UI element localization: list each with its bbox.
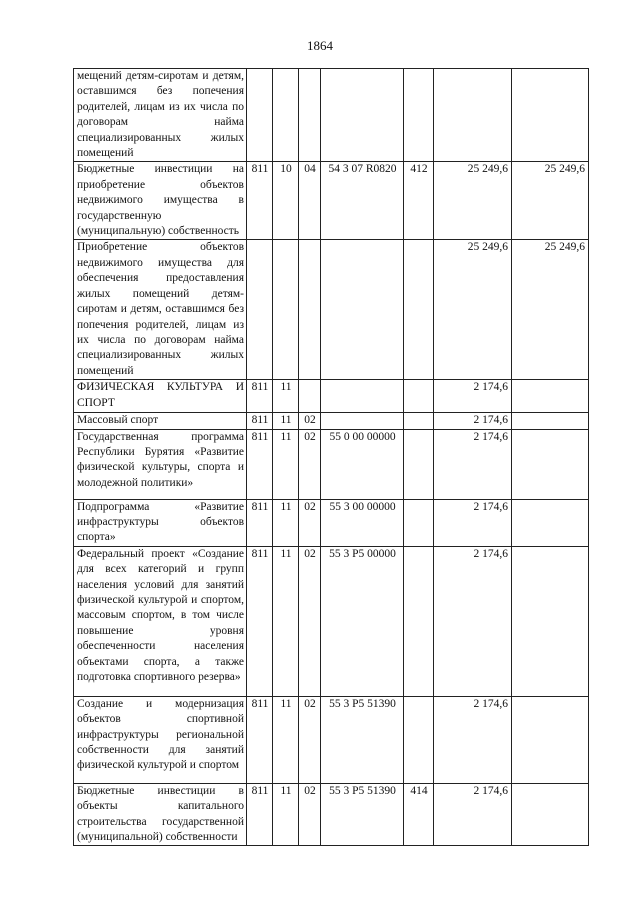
grbs-code-cell: 811: [247, 546, 273, 696]
amount-cell: [434, 69, 512, 162]
table-row: [74, 499, 589, 546]
grbs-code-cell: 811: [247, 380, 273, 413]
subsection-code-cell: [299, 69, 321, 162]
grbs-code-cell: 811: [247, 499, 273, 546]
row-name-cell: Массовый спорт: [74, 413, 247, 429]
amount-cell: 2 174,6: [434, 499, 512, 546]
amount-second-cell: [512, 546, 589, 696]
subsection-code-cell: 04: [299, 162, 321, 240]
amount-second-cell: 25 249,6: [512, 162, 589, 240]
table-row: [74, 240, 589, 380]
target-article-cell: 54 3 07 R0820: [321, 162, 404, 240]
expense-type-cell: [404, 380, 434, 413]
section-code-cell: 11: [273, 696, 299, 783]
row-name-cell: Приобретение объектов недвижимого имущества для обеспечения предоставления жилых помещений детям-сиротам и детям, оставшимся без попечения родителей, лицам из их числа по договорам найма специализированных жилых помещений: [74, 240, 247, 380]
amount-cell: 2 174,6: [434, 429, 512, 499]
subsection-code-cell: 02: [299, 546, 321, 696]
expense-type-cell: [404, 240, 434, 380]
section-code-cell: [273, 69, 299, 162]
expense-type-cell: 414: [404, 783, 434, 846]
amount-cell: 2 174,6: [434, 783, 512, 846]
subsection-code-cell: 02: [299, 429, 321, 499]
subsection-code-cell: 02: [299, 783, 321, 846]
subsection-code-cell: [299, 240, 321, 380]
row-name-cell: ФИЗИЧЕСКАЯ КУЛЬТУРА И СПОРТ: [74, 380, 247, 413]
grbs-code-cell: 811: [247, 696, 273, 783]
grbs-code-cell: 811: [247, 783, 273, 846]
section-code-cell: 11: [273, 429, 299, 499]
target-article-cell: [321, 413, 404, 429]
grbs-code-cell: [247, 240, 273, 380]
amount-second-cell: [512, 69, 589, 162]
section-code-cell: 11: [273, 499, 299, 546]
amount-cell: 2 174,6: [434, 380, 512, 413]
subsection-code-cell: 02: [299, 696, 321, 783]
section-code-cell: [273, 240, 299, 380]
row-name-cell: Создание и модернизация объектов спортивной инфраструктуры региональной собственности для занятий физической культурой и спортом: [74, 696, 247, 783]
expense-type-cell: [404, 499, 434, 546]
amount-second-cell: [512, 413, 589, 429]
target-article-cell: 55 3 P5 51390: [321, 783, 404, 846]
budget-table: [73, 68, 589, 846]
amount-second-cell: [512, 696, 589, 783]
expense-type-cell: [404, 546, 434, 696]
table-row: [74, 546, 589, 696]
row-name-cell: Государственная программа Республики Бурятия «Развитие физической культуры, спорта и молодежной политики»: [74, 429, 247, 499]
amount-cell: 25 249,6: [434, 162, 512, 240]
section-code-cell: 11: [273, 413, 299, 429]
expense-type-cell: [404, 69, 434, 162]
expense-type-cell: 412: [404, 162, 434, 240]
subsection-code-cell: [299, 380, 321, 413]
table-row: [74, 429, 589, 499]
grbs-code-cell: 811: [247, 162, 273, 240]
amount-second-cell: [512, 380, 589, 413]
table-row: [74, 162, 589, 240]
table-row: [74, 413, 589, 429]
subsection-code-cell: 02: [299, 413, 321, 429]
amount-cell: 2 174,6: [434, 413, 512, 429]
grbs-code-cell: 811: [247, 413, 273, 429]
table-row: [74, 783, 589, 846]
row-name-cell: Бюджетные инвестиции на приобретение объектов недвижимого имущества в государственную (муниципальную) собственность: [74, 162, 247, 240]
table-row: [74, 380, 589, 413]
expense-type-cell: [404, 696, 434, 783]
row-name-cell: Федеральный проект «Создание для всех категорий и групп населения условий для занятий физической культурой и спортом, массовым спортом, в том числе повышение уровня обеспеченности населения объектами спорта, а также подготовка спортивного резерва»: [74, 546, 247, 696]
target-article-cell: [321, 69, 404, 162]
row-name-cell: Подпрограмма «Развитие инфраструктуры объектов спорта»: [74, 499, 247, 546]
amount-second-cell: [512, 783, 589, 846]
expense-type-cell: [404, 429, 434, 499]
amount-cell: 2 174,6: [434, 546, 512, 696]
target-article-cell: 55 3 P5 51390: [321, 696, 404, 783]
amount-second-cell: [512, 499, 589, 546]
row-name-cell: мещений детям-сиротам и детям, оставшимся без попечения родителей, лицам из их числа по договорам найма специализированных жилых помещений: [74, 69, 247, 162]
section-code-cell: 11: [273, 783, 299, 846]
amount-cell: 2 174,6: [434, 696, 512, 783]
amount-second-cell: [512, 429, 589, 499]
target-article-cell: 55 3 00 00000: [321, 499, 404, 546]
target-article-cell: 55 3 P5 00000: [321, 546, 404, 696]
amount-second-cell: 25 249,6: [512, 240, 589, 380]
subsection-code-cell: 02: [299, 499, 321, 546]
table-row: [74, 696, 589, 783]
target-article-cell: 55 0 00 00000: [321, 429, 404, 499]
grbs-code-cell: 811: [247, 429, 273, 499]
target-article-cell: [321, 380, 404, 413]
section-code-cell: 10: [273, 162, 299, 240]
page-number: 1864: [307, 38, 333, 53]
section-code-cell: 11: [273, 380, 299, 413]
row-name-cell: Бюджетные инвестиции в объекты капитального строительства государственной (муниципальной) собственности: [74, 783, 247, 846]
grbs-code-cell: [247, 69, 273, 162]
expense-type-cell: [404, 413, 434, 429]
amount-cell: 25 249,6: [434, 240, 512, 380]
table-row: [74, 69, 589, 162]
section-code-cell: 11: [273, 546, 299, 696]
target-article-cell: [321, 240, 404, 380]
